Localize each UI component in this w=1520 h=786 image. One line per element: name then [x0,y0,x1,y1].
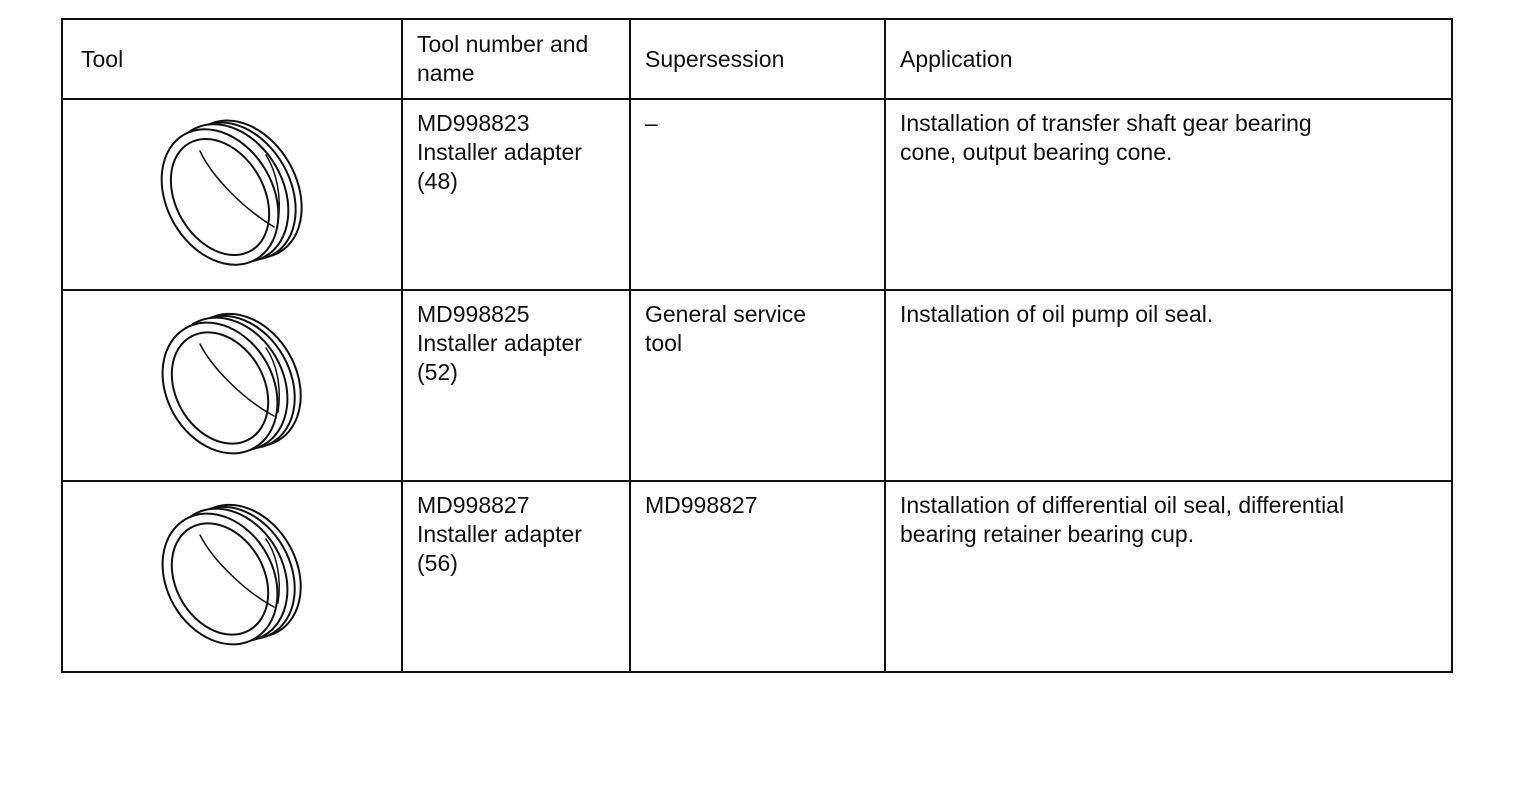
header-tool: Tool [62,19,402,99]
supersession-line2: tool [645,330,683,356]
tool-size: (56) [417,550,458,576]
tool-image-cell [62,481,402,672]
header-application: Application [885,19,1452,99]
header-tool-number [402,19,630,99]
table-row [62,481,1452,672]
application-cell [885,481,1452,672]
application-line2: cone, output bearing cone. [900,139,1173,165]
table-row [62,290,1452,481]
tool-name: Installer adapter [417,330,582,356]
table-row [62,99,1452,290]
installer-adapter-ring-icon [152,111,312,278]
header-tool-number-line1: Tool number and [417,31,589,57]
supersession-line1: MD998827 [645,492,758,518]
tool-number-cell [402,99,630,290]
header-supersession: Supersession [630,19,885,99]
tool-image-cell [62,290,402,481]
supersession-cell [630,99,885,290]
tool-size: (48) [417,168,458,194]
application-line1: Installation of transfer shaft gear bearing [900,110,1312,136]
tool-number: MD998825 [417,301,530,327]
supersession-line1: General service [645,301,807,327]
application-line1: Installation of oil pump oil seal. [900,301,1214,327]
supersession-line1: – [645,110,658,136]
tool-number: MD998827 [417,492,530,518]
table-header-row [62,19,1452,99]
tool-name: Installer adapter [417,521,582,547]
supersession-cell [630,481,885,672]
application-cell [885,99,1452,290]
tool-image-cell [62,99,402,290]
application-cell [885,290,1452,481]
application-line2: bearing retainer bearing cup. [900,521,1195,547]
tool-name: Installer adapter [417,139,582,165]
installer-adapter-ring-icon [152,493,312,660]
tool-number-cell [402,290,630,481]
special-tools-table [61,18,1453,673]
tool-number-cell [402,481,630,672]
tool-size: (52) [417,359,458,385]
installer-adapter-ring-icon [152,302,312,469]
application-line1: Installation of differential oil seal, differential [900,492,1345,518]
supersession-cell [630,290,885,481]
tool-number: MD998823 [417,110,530,136]
header-tool-number-line2: name [417,60,475,86]
